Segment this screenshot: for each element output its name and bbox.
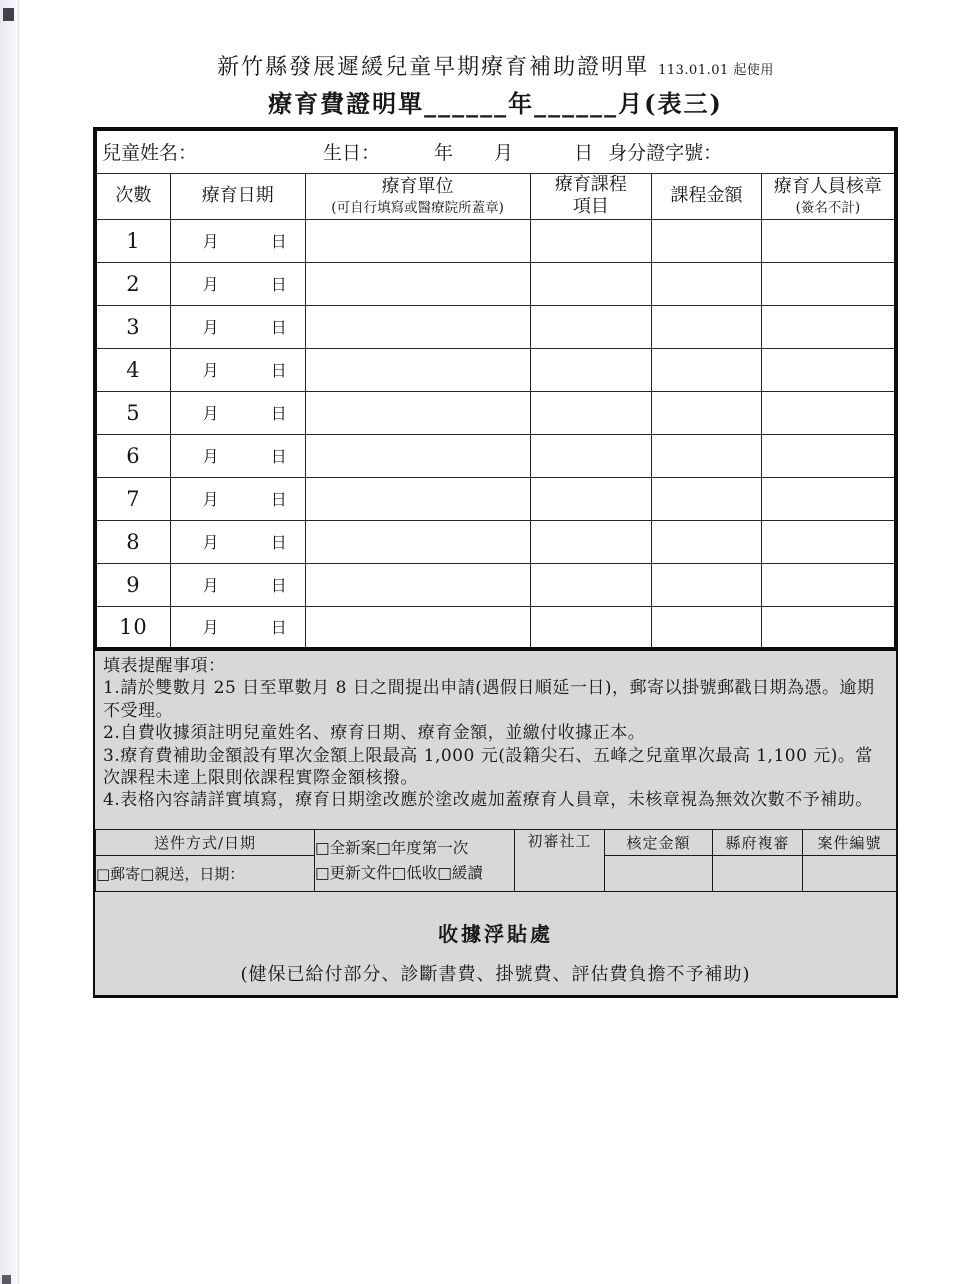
table-row bbox=[95, 434, 896, 477]
treatment-date-cell bbox=[170, 434, 305, 477]
day-label: 日 bbox=[270, 404, 287, 423]
day-label: 日 bbox=[270, 533, 287, 552]
approved-amount-cell bbox=[605, 856, 713, 892]
column-header-course bbox=[530, 173, 652, 219]
staff-seal-cell bbox=[761, 305, 896, 348]
table-row bbox=[95, 391, 896, 434]
column-header-date: 療育日期 bbox=[170, 173, 305, 219]
column-header-amount: 課程金額 bbox=[652, 173, 762, 219]
table-row bbox=[95, 262, 896, 305]
course-amount-cell bbox=[652, 262, 762, 305]
case-type-checkboxes bbox=[315, 830, 515, 892]
course-item-cell bbox=[530, 219, 652, 262]
treatment-date-cell bbox=[170, 391, 305, 434]
year-label: 年 bbox=[434, 142, 454, 165]
staff-seal-cell bbox=[761, 348, 896, 391]
course-amount-cell bbox=[652, 305, 762, 348]
day-label: 日 bbox=[270, 447, 287, 466]
reminder-item: 3.療育費補助金額設有單次金額上限最高 1,000 元(設籍尖石、五峰之兒童單次最高 1,100 元)。當次課程未達上限則依課程實際金額核撥。 bbox=[103, 745, 873, 789]
county-review-header: 縣府複審 bbox=[713, 830, 803, 856]
document-subtitle: 療育費證明單______年______月(表三) bbox=[268, 89, 723, 118]
course-item-cell bbox=[530, 348, 652, 391]
month-label: 月 bbox=[202, 533, 219, 552]
treatment-date-cell bbox=[170, 520, 305, 563]
treatment-date-cell bbox=[170, 477, 305, 520]
staff-seal-cell bbox=[761, 391, 896, 434]
reminder-item: 2.自費收據須註明兒童姓名、療育日期、療育金額，並繳付收據正本。 bbox=[103, 723, 646, 744]
treatment-date-cell bbox=[170, 305, 305, 348]
course-amount-cell bbox=[652, 477, 762, 520]
table-row bbox=[95, 219, 896, 262]
receipt-area-title: 收據浮貼處 bbox=[438, 922, 553, 946]
staff-seal-cell bbox=[761, 434, 896, 477]
session-number: 6 bbox=[95, 434, 170, 477]
day-label: 日 bbox=[270, 275, 287, 294]
table-row bbox=[95, 305, 896, 348]
table-row bbox=[95, 520, 896, 563]
month-label: 月 bbox=[202, 447, 219, 466]
case-type-line2: □更新文件□低收□緩讀 bbox=[315, 863, 483, 882]
day-label: 日 bbox=[270, 318, 287, 337]
form-footer-region bbox=[93, 651, 898, 998]
session-number: 4 bbox=[95, 348, 170, 391]
course-amount-cell bbox=[652, 563, 762, 606]
course-header-line2: 項目 bbox=[572, 196, 609, 217]
day-label: 日 bbox=[270, 576, 287, 595]
course-header-line1: 療育課程 bbox=[554, 174, 627, 196]
case-number-header: 案件編號 bbox=[803, 830, 897, 856]
month-label: 月 bbox=[494, 142, 514, 165]
day-label: 日 bbox=[270, 490, 287, 509]
course-amount-cell bbox=[652, 434, 762, 477]
month-label: 月 bbox=[202, 361, 219, 380]
month-label: 月 bbox=[202, 490, 219, 509]
county-review-cell bbox=[713, 856, 803, 892]
session-number: 2 bbox=[95, 262, 170, 305]
staff-seal-cell bbox=[761, 606, 896, 649]
treatment-unit-cell bbox=[305, 219, 530, 262]
table-row bbox=[95, 563, 896, 606]
treatment-record-table bbox=[93, 127, 898, 651]
course-amount-cell bbox=[652, 606, 762, 649]
month-label: 月 bbox=[202, 318, 219, 337]
seal-header-main: 療育人員核章 bbox=[773, 176, 882, 198]
month-label: 月 bbox=[202, 576, 219, 595]
session-number: 3 bbox=[95, 305, 170, 348]
treatment-date-cell bbox=[170, 563, 305, 606]
staff-seal-cell bbox=[761, 563, 896, 606]
month-label: 月 bbox=[202, 232, 219, 251]
course-amount-cell bbox=[652, 348, 762, 391]
staff-seal-cell bbox=[761, 477, 896, 520]
day-label: 日 bbox=[574, 142, 594, 165]
case-type-line1: □全新案□年度第一次 bbox=[315, 839, 469, 858]
scan-artifact-top bbox=[3, 8, 14, 21]
receipt-attachment-area bbox=[95, 892, 896, 995]
approved-amount-header: 核定金額 bbox=[605, 830, 713, 856]
unit-header-main: 療育單位 bbox=[381, 176, 454, 198]
treatment-unit-cell bbox=[305, 606, 530, 649]
reminders-heading: 填表提醒事項： bbox=[103, 656, 226, 676]
scan-artifact-bottom bbox=[2, 1275, 11, 1284]
delivery-method-header: 送件方式/日期 bbox=[96, 830, 315, 856]
reminder-item: 4.表格內容請詳實填寫，療育日期塗改應於塗改處加蓋療育人員章，未核章視為無效次數不予補助。 bbox=[103, 790, 873, 811]
treatment-date-cell bbox=[170, 219, 305, 262]
document-page bbox=[93, 0, 898, 998]
document-title-line bbox=[93, 50, 898, 81]
course-amount-cell bbox=[652, 219, 762, 262]
document-title: 新竹縣發展遲緩兒童早期療育補助證明單 bbox=[217, 55, 650, 80]
course-item-cell bbox=[530, 606, 652, 649]
child-name-label: 兒童姓名： bbox=[102, 142, 198, 165]
course-item-cell bbox=[530, 477, 652, 520]
staff-seal-cell bbox=[761, 262, 896, 305]
seal-header-sub: (簽名不計) bbox=[795, 199, 861, 216]
initial-reviewer-cell: 初審社工 bbox=[515, 830, 605, 892]
month-label: 月 bbox=[202, 618, 219, 638]
session-number: 7 bbox=[95, 477, 170, 520]
treatment-unit-cell bbox=[305, 391, 530, 434]
treatment-unit-cell bbox=[305, 348, 530, 391]
month-label: 月 bbox=[202, 404, 219, 423]
reminder-item: 1.請於雙數月 25 日至單數月 8 日之間提出申請(遇假日順延一日)，郵寄以掛號郵戳日期為憑。逾期不受理。 bbox=[103, 678, 875, 721]
column-header-seal bbox=[761, 173, 896, 219]
session-number: 9 bbox=[95, 563, 170, 606]
session-number: 1 bbox=[95, 219, 170, 262]
course-item-cell bbox=[530, 391, 652, 434]
course-item-cell bbox=[530, 305, 652, 348]
course-amount-cell bbox=[652, 520, 762, 563]
column-header-unit bbox=[305, 173, 530, 219]
session-number: 8 bbox=[95, 520, 170, 563]
day-label: 日 bbox=[270, 618, 287, 638]
day-label: 日 bbox=[270, 232, 287, 251]
delivery-method-checkboxes: □郵寄□親送，日期： bbox=[96, 856, 315, 892]
treatment-date-cell bbox=[170, 348, 305, 391]
course-item-cell bbox=[530, 262, 652, 305]
treatment-unit-cell bbox=[305, 305, 530, 348]
staff-seal-cell bbox=[761, 520, 896, 563]
treatment-date-cell bbox=[170, 606, 305, 649]
session-number: 5 bbox=[95, 391, 170, 434]
session-number: 10 bbox=[95, 606, 170, 649]
birthday-label: 生日： bbox=[323, 142, 381, 165]
filling-reminders bbox=[95, 651, 896, 829]
admin-review-table bbox=[95, 829, 897, 892]
course-item-cell bbox=[530, 563, 652, 606]
case-number-cell bbox=[803, 856, 897, 892]
patient-info-row bbox=[95, 129, 896, 173]
treatment-unit-cell bbox=[305, 563, 530, 606]
treatment-unit-cell bbox=[305, 477, 530, 520]
table-row bbox=[95, 477, 896, 520]
treatment-unit-cell bbox=[305, 262, 530, 305]
table-row bbox=[95, 348, 896, 391]
receipt-area-note: (健保已給付部分、診斷書費、掛號費、評估費負擔不予補助) bbox=[240, 964, 751, 985]
effective-date-note: 113.01.01 起使用 bbox=[658, 63, 774, 78]
staff-seal-cell bbox=[761, 219, 896, 262]
scanner-edge-strip bbox=[0, 0, 19, 1284]
treatment-unit-cell bbox=[305, 520, 530, 563]
id-number-label: 身分證字號： bbox=[608, 142, 723, 165]
month-label: 月 bbox=[202, 275, 219, 294]
course-item-cell bbox=[530, 520, 652, 563]
column-header-session: 次數 bbox=[95, 173, 170, 219]
table-row bbox=[95, 606, 896, 649]
day-label: 日 bbox=[270, 361, 287, 380]
course-amount-cell bbox=[652, 391, 762, 434]
unit-header-sub: (可自行填寫或醫療院所蓋章) bbox=[331, 199, 504, 216]
treatment-date-cell bbox=[170, 262, 305, 305]
treatment-unit-cell bbox=[305, 434, 530, 477]
course-item-cell bbox=[530, 434, 652, 477]
